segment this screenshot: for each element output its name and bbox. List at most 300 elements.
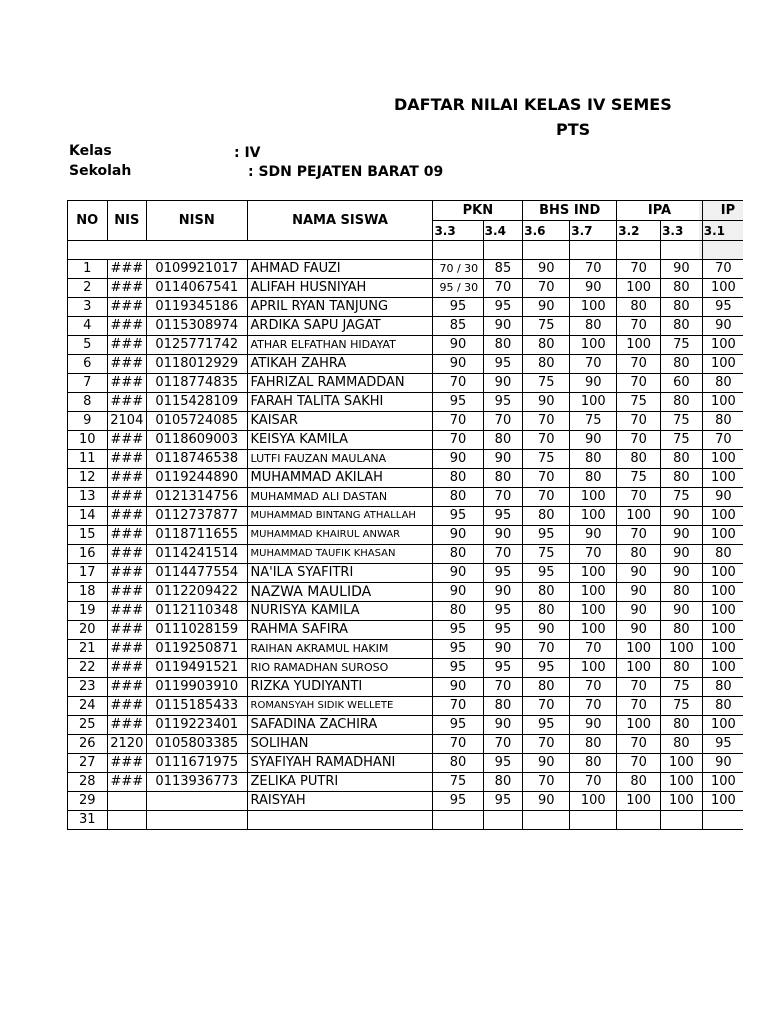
cell-score: 80 [702, 374, 743, 393]
cell-no: 23 [68, 678, 108, 697]
cell-score: 75 [523, 545, 570, 564]
cell-nama-siswa: SYAFIYAH RAMADHANI [247, 754, 433, 773]
table-row [68, 469, 744, 488]
header-no: NO [68, 201, 108, 241]
cell-score: 70 [523, 697, 570, 716]
cell-score: 100 [702, 526, 743, 545]
header-group-ipa: IPA [617, 201, 703, 221]
cell-score: 80 [702, 412, 743, 431]
cell-score: 80 [523, 678, 570, 697]
cell-score: 90 [570, 431, 617, 450]
cell-score: 85 [433, 317, 483, 336]
cell-nis: ### [107, 450, 147, 469]
cell-score: 90 [661, 545, 703, 564]
cell-nama-siswa [247, 811, 433, 830]
cell-score: 80 [570, 735, 617, 754]
cell-no: 4 [68, 317, 108, 336]
cell-score: 100 [570, 602, 617, 621]
cell-nisn [147, 811, 247, 830]
cell-score: 70 [523, 640, 570, 659]
cell-nama-siswa: KAISAR [247, 412, 433, 431]
header-subcol: 3.4 [483, 221, 523, 241]
kelas-label: Kelas [69, 143, 112, 159]
cell-nama-siswa: MUHAMMAD KHAIRUL ANWAR [247, 526, 433, 545]
table-row [68, 545, 744, 564]
table-row [68, 735, 744, 754]
cell-nisn: 0118012929 [147, 355, 247, 374]
cell-nis: ### [107, 488, 147, 507]
cell-score: 80 [433, 545, 483, 564]
cell-nis: ### [107, 640, 147, 659]
cell-nama-siswa: RIO RAMADHAN SUROSO [247, 659, 433, 678]
cell-score: 100 [661, 792, 703, 811]
cell-score: 75 [523, 450, 570, 469]
cell-nisn: 0115185433 [147, 697, 247, 716]
cell-nis: ### [107, 298, 147, 317]
cell-score: 80 [433, 469, 483, 488]
cell-score: 95 [702, 735, 743, 754]
cell-score: 80 [661, 393, 703, 412]
cell-no: 27 [68, 754, 108, 773]
cell-score: 75 [661, 336, 703, 355]
cell-score: 75 [617, 469, 661, 488]
table-row [68, 412, 744, 431]
cell-score: 80 [433, 488, 483, 507]
cell-nis [107, 811, 147, 830]
cell-score: 70 [570, 545, 617, 564]
cell-score: 100 [617, 507, 661, 526]
cell-nisn: 0119223401 [147, 716, 247, 735]
table-row [68, 526, 744, 545]
cell-nisn: 0112737877 [147, 507, 247, 526]
cell-nis: ### [107, 621, 147, 640]
cell-nisn: 0118746538 [147, 450, 247, 469]
cell-score: 70 [483, 279, 523, 298]
table-row [68, 355, 744, 374]
cell-score: 60 [661, 374, 703, 393]
cell-score: 75 [523, 374, 570, 393]
cell-nis: ### [107, 716, 147, 735]
cell-score: 70 [483, 488, 523, 507]
cell-score: 90 [483, 640, 523, 659]
cell-score: 100 [702, 659, 743, 678]
table-row [68, 602, 744, 621]
header-row-spacer [68, 241, 744, 260]
cell-score: 75 [433, 773, 483, 792]
cell-nisn: 0121314756 [147, 488, 247, 507]
cell-score: 95 [483, 621, 523, 640]
header-nis: NIS [107, 201, 147, 241]
cell-score: 70 [702, 260, 743, 279]
cell-score: 70 [523, 469, 570, 488]
cell-score: 90 [617, 564, 661, 583]
cell-nis [107, 792, 147, 811]
cell-score: 95 [433, 393, 483, 412]
table-row [68, 393, 744, 412]
cell-nisn: 0105724085 [147, 412, 247, 431]
cell-score: 75 [523, 317, 570, 336]
cell-score: 70 [617, 735, 661, 754]
cell-score: 100 [570, 393, 617, 412]
cell-score: 80 [483, 469, 523, 488]
sekolah-value: : SDN PEJATEN BARAT 09 [248, 164, 444, 180]
cell-nama-siswa: APRIL RYAN TANJUNG [247, 298, 433, 317]
cell-nama-siswa: LUTFI FAUZAN MAULANA [247, 450, 433, 469]
cell-no: 20 [68, 621, 108, 640]
cell-no: 14 [68, 507, 108, 526]
cell-no: 21 [68, 640, 108, 659]
header-row-groups [68, 201, 744, 221]
cell-score: 75 [661, 697, 703, 716]
cell-score: 90 [483, 526, 523, 545]
cell-score: 75 [661, 678, 703, 697]
cell-no: 11 [68, 450, 108, 469]
table-row [68, 697, 744, 716]
cell-score: 70 [617, 317, 661, 336]
cell-score: 90 [433, 336, 483, 355]
cell-score: 95 [433, 716, 483, 735]
cell-score: 70 [617, 697, 661, 716]
cell-score: 70 [617, 412, 661, 431]
table-row [68, 678, 744, 697]
cell-nama-siswa: RAHMA SAFIRA [247, 621, 433, 640]
cell-score: 100 [617, 716, 661, 735]
header-subcol: 3.2 [617, 221, 661, 241]
cell-score: 70 [483, 545, 523, 564]
cell-score: 90 [523, 621, 570, 640]
cell-score: 100 [617, 640, 661, 659]
cell-no: 9 [68, 412, 108, 431]
cell-score: 80 [523, 602, 570, 621]
cell-score: 80 [433, 602, 483, 621]
cell-score: 70 [617, 526, 661, 545]
cell-no: 3 [68, 298, 108, 317]
header-spacer-cell [483, 241, 523, 260]
table-row [68, 773, 744, 792]
cell-score: 100 [661, 754, 703, 773]
cell-nama-siswa: ATHAR ELFATHAN HIDAYAT [247, 336, 433, 355]
header-subcol: 3.3 [661, 221, 703, 241]
cell-nama-siswa: RIZKA YUDIYANTI [247, 678, 433, 697]
cell-nis: 2104 [107, 412, 147, 431]
cell-nis: ### [107, 317, 147, 336]
cell-score: 90 [483, 716, 523, 735]
cell-score: 90 [523, 792, 570, 811]
cell-nisn: 0115308974 [147, 317, 247, 336]
cell-nisn: 0118711655 [147, 526, 247, 545]
cell-score: 80 [617, 545, 661, 564]
cell-no: 12 [68, 469, 108, 488]
cell-score: 70 [617, 355, 661, 374]
table-row [68, 431, 744, 450]
cell-score [433, 811, 483, 830]
cell-score: 100 [702, 564, 743, 583]
cell-score: 90 [702, 754, 743, 773]
cell-nisn: 0113936773 [147, 773, 247, 792]
cell-score: 70 [523, 279, 570, 298]
cell-score: 80 [617, 298, 661, 317]
cell-nama-siswa: MUHAMMAD AKILAH [247, 469, 433, 488]
grades-sheet [67, 200, 743, 843]
cell-score: 80 [483, 773, 523, 792]
cell-score: 95 [433, 507, 483, 526]
cell-nama-siswa: SOLIHAN [247, 735, 433, 754]
cell-nama-siswa: MUHAMMAD TAUFIK KHASAN [247, 545, 433, 564]
cell-score: 95 [523, 659, 570, 678]
cell-no: 5 [68, 336, 108, 355]
cell-score: 100 [617, 659, 661, 678]
cell-score: 100 [702, 507, 743, 526]
cell-score: 90 [617, 621, 661, 640]
header-spacer-cell [661, 241, 703, 260]
cell-score: 95 [483, 792, 523, 811]
cell-score: 90 [617, 583, 661, 602]
cell-score: 70 [433, 412, 483, 431]
cell-score: 95 [483, 393, 523, 412]
table-row [68, 260, 744, 279]
cell-score: 100 [702, 773, 743, 792]
cell-score: 70 [570, 678, 617, 697]
cell-score: 90 [433, 583, 483, 602]
cell-score: 80 [483, 336, 523, 355]
cell-score: 70 [483, 678, 523, 697]
cell-score: 100 [702, 716, 743, 735]
cell-score: 70 [433, 374, 483, 393]
table-row [68, 811, 744, 830]
cell-score: 90 [433, 450, 483, 469]
cell-score: 100 [702, 469, 743, 488]
cell-score: 100 [702, 640, 743, 659]
cell-score: 70 [523, 488, 570, 507]
cell-score: 100 [570, 621, 617, 640]
cell-score: 80 [661, 583, 703, 602]
table-row [68, 317, 744, 336]
cell-nis: ### [107, 336, 147, 355]
cell-score [702, 811, 743, 830]
cell-nisn: 0109921017 [147, 260, 247, 279]
cell-score: 90 [661, 526, 703, 545]
cell-no: 16 [68, 545, 108, 564]
cell-nama-siswa: ZELIKA PUTRI [247, 773, 433, 792]
header-group-pkn: PKN [433, 201, 523, 221]
cell-score: 80 [433, 754, 483, 773]
cell-no: 15 [68, 526, 108, 545]
cell-score: 90 [523, 260, 570, 279]
cell-score: 70 [617, 488, 661, 507]
cell-score: 80 [661, 469, 703, 488]
cell-score: 95 [523, 526, 570, 545]
cell-nis: ### [107, 697, 147, 716]
grades-table [67, 200, 743, 830]
cell-nisn: 0119250871 [147, 640, 247, 659]
header-subcol: 3.1 [702, 221, 743, 241]
cell-score: 80 [702, 678, 743, 697]
cell-nis: ### [107, 564, 147, 583]
cell-score: 70 [570, 355, 617, 374]
cell-score: 90 [570, 716, 617, 735]
cell-no: 22 [68, 659, 108, 678]
cell-no: 25 [68, 716, 108, 735]
cell-score: 70 [617, 374, 661, 393]
sheet-title: DAFTAR NILAI KELAS IV SEMES [394, 95, 672, 114]
cell-nisn: 0114067541 [147, 279, 247, 298]
cell-score: 75 [570, 412, 617, 431]
cell-score: 90 [483, 317, 523, 336]
cell-score: 80 [702, 697, 743, 716]
cell-nis: ### [107, 526, 147, 545]
cell-score: 95 [483, 355, 523, 374]
cell-nis: ### [107, 583, 147, 602]
cell-score: 90 [433, 678, 483, 697]
cell-score: 80 [661, 659, 703, 678]
cell-score: 90 [433, 564, 483, 583]
cell-nama-siswa: RAIHAN AKRAMUL HAKIM [247, 640, 433, 659]
cell-score: 80 [523, 355, 570, 374]
cell-nisn: 0119903910 [147, 678, 247, 697]
cell-nisn: 0118774835 [147, 374, 247, 393]
cell-score: 80 [661, 317, 703, 336]
cell-score: 100 [702, 279, 743, 298]
cell-score: 90 [523, 393, 570, 412]
cell-nama-siswa: SAFADINA ZACHIRA [247, 716, 433, 735]
cell-score: 70 [523, 773, 570, 792]
cell-nis: ### [107, 678, 147, 697]
cell-score: 100 [702, 336, 743, 355]
cell-no: 31 [68, 811, 108, 830]
cell-score: 100 [570, 298, 617, 317]
cell-nama-siswa: KEISYA KAMILA [247, 431, 433, 450]
cell-nisn: 0112209422 [147, 583, 247, 602]
cell-nisn: 0111028159 [147, 621, 247, 640]
header-group-bhs-ind: BHS IND [523, 201, 617, 221]
table-row [68, 754, 744, 773]
cell-score: 95 [483, 659, 523, 678]
cell-nisn: 0114477554 [147, 564, 247, 583]
cell-no: 1 [68, 260, 108, 279]
cell-nama-siswa: NA'ILA SYAFITRI [247, 564, 433, 583]
cell-score: 80 [661, 450, 703, 469]
table-row [68, 621, 744, 640]
cell-no: 2 [68, 279, 108, 298]
cell-nis: ### [107, 279, 147, 298]
table-row [68, 583, 744, 602]
cell-score: 90 [523, 298, 570, 317]
cell-score: 80 [617, 773, 661, 792]
cell-score: 100 [617, 279, 661, 298]
cell-nis: ### [107, 431, 147, 450]
cell-no: 10 [68, 431, 108, 450]
cell-score: 90 [570, 279, 617, 298]
cell-score: 100 [661, 773, 703, 792]
cell-nisn: 0114241514 [147, 545, 247, 564]
cell-score: 80 [523, 507, 570, 526]
cell-score: 70 [570, 773, 617, 792]
cell-no: 19 [68, 602, 108, 621]
cell-score: 90 [702, 317, 743, 336]
cell-score: 95 [483, 507, 523, 526]
cell-nama-siswa: NURISYA KAMILA [247, 602, 433, 621]
cell-score [617, 811, 661, 830]
cell-score: 70 [702, 431, 743, 450]
cell-score: 75 [661, 431, 703, 450]
cell-score: 70 [617, 678, 661, 697]
cell-score: 70 [433, 431, 483, 450]
cell-score: 80 [570, 317, 617, 336]
table-row [68, 279, 744, 298]
cell-score: 100 [702, 583, 743, 602]
cell-score: 95 [483, 602, 523, 621]
cell-score: 90 [483, 374, 523, 393]
cell-score: 70 [433, 697, 483, 716]
cell-score: 100 [702, 792, 743, 811]
cell-nisn: 0115428109 [147, 393, 247, 412]
cell-no: 18 [68, 583, 108, 602]
cell-score: 90 [661, 507, 703, 526]
cell-score: 90 [617, 602, 661, 621]
cell-nisn [147, 792, 247, 811]
cell-score: 80 [483, 431, 523, 450]
cell-score: 70 [523, 412, 570, 431]
cell-no: 8 [68, 393, 108, 412]
cell-score: 70 [617, 754, 661, 773]
cell-nama-siswa: ARDIKA SAPU JAGAT [247, 317, 433, 336]
header-subcol: 3.6 [523, 221, 570, 241]
cell-score: 75 [617, 393, 661, 412]
cell-score: 100 [570, 583, 617, 602]
cell-score: 80 [570, 469, 617, 488]
cell-score: 90 [661, 602, 703, 621]
cell-nama-siswa: RAISYAH [247, 792, 433, 811]
cell-score: 80 [661, 298, 703, 317]
table-row [68, 488, 744, 507]
cell-nis: ### [107, 393, 147, 412]
header-spacer-cell [702, 241, 743, 260]
cell-score: 80 [702, 545, 743, 564]
cell-score: 70 [523, 735, 570, 754]
header-nisn: NISN [147, 201, 247, 241]
cell-score: 80 [661, 621, 703, 640]
cell-score: 95 [433, 298, 483, 317]
cell-score [661, 811, 703, 830]
table-row [68, 450, 744, 469]
cell-score: 80 [661, 355, 703, 374]
cell-nisn: 0105803385 [147, 735, 247, 754]
header-spacer [68, 241, 433, 260]
cell-score: 100 [570, 564, 617, 583]
cell-nisn: 0119345186 [147, 298, 247, 317]
cell-score: 70 [483, 735, 523, 754]
cell-score: 70 / 30 [433, 260, 483, 279]
cell-score: 100 [702, 355, 743, 374]
cell-score: 100 [702, 393, 743, 412]
cell-score: 95 [433, 640, 483, 659]
cell-score: 70 [433, 735, 483, 754]
cell-score: 95 [523, 716, 570, 735]
cell-score: 90 [523, 754, 570, 773]
cell-score: 95 [483, 564, 523, 583]
cell-no: 13 [68, 488, 108, 507]
cell-nis: 2120 [107, 735, 147, 754]
cell-nama-siswa: NAZWA MAULIDA [247, 583, 433, 602]
cell-score: 100 [570, 792, 617, 811]
cell-nis: ### [107, 469, 147, 488]
cell-nis: ### [107, 659, 147, 678]
cell-score: 90 [433, 355, 483, 374]
cell-score: 90 [570, 374, 617, 393]
cell-score: 85 [483, 260, 523, 279]
cell-nisn: 0119244890 [147, 469, 247, 488]
cell-score: 100 [702, 602, 743, 621]
